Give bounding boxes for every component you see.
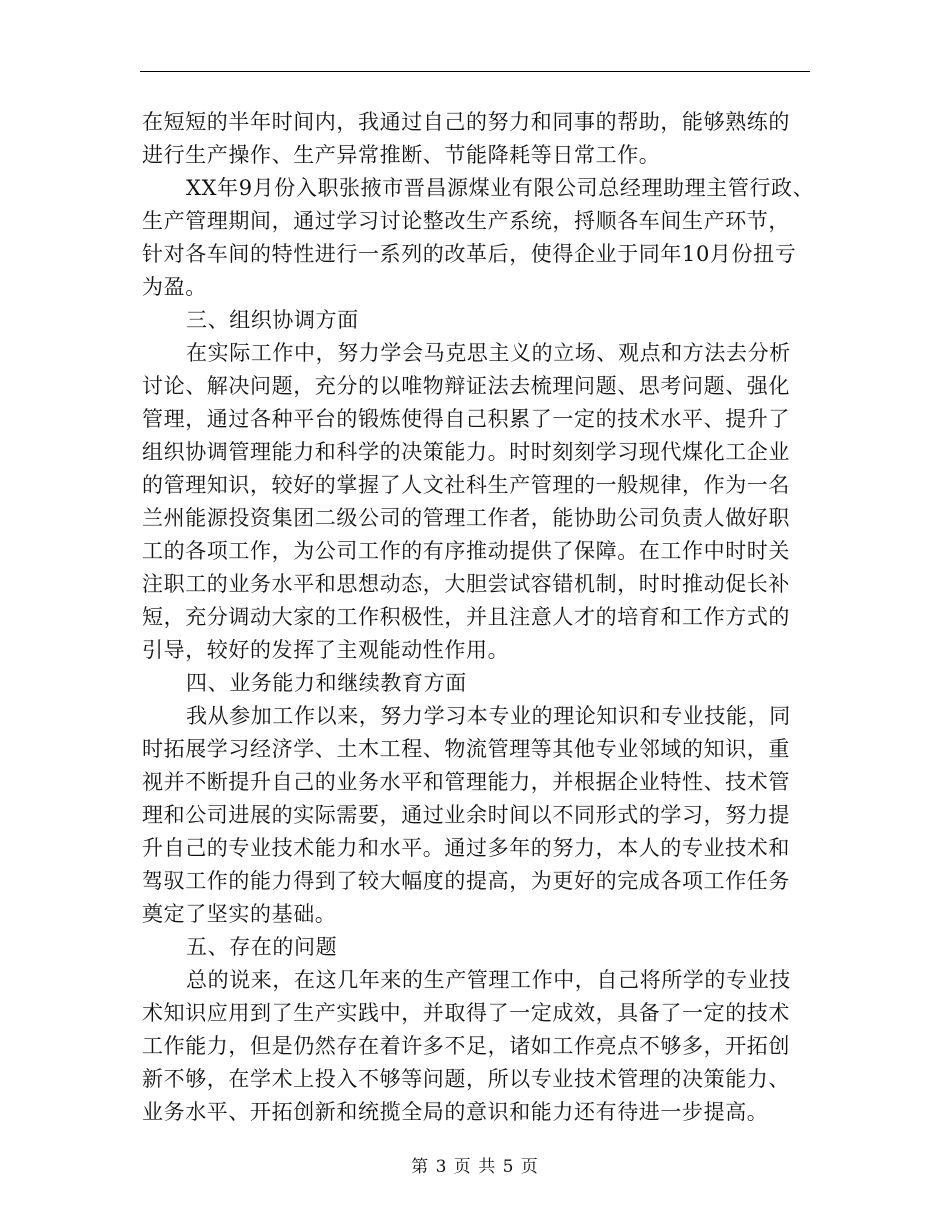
text-line: 组织协调管理能力和科学的决策能力。时时刻刻学习现代煤化工企业: [142, 440, 790, 464]
text-line: 时拓展学习经济学、土木工程、物流管理等其他专业邻域的知识，重: [142, 737, 790, 761]
text-line: 的管理知识，较好的掌握了人文社科生产管理的一般规律，作为一名: [142, 473, 790, 497]
text-line: 注职工的业务水平和思想动态，大胆尝试容错机制，时时推动促长补: [142, 572, 790, 596]
text-line: XX年9月份入职张掖市晋昌源煤业有限公司总经理助理主管行政、: [186, 176, 815, 200]
text-line: 引导，较好的发挥了主观能动性作用。: [142, 638, 510, 662]
text-line: 针对各车间的特性进行一系列的改革后，使得企业于同年10月份扭亏: [142, 242, 797, 266]
text-line: 在实际工作中，努力学会马克思主义的立场、观点和方法去分析: [186, 341, 791, 365]
text-line: 术知识应用到了生产实践中，并取得了一定成效，具备了一定的技术: [142, 1001, 790, 1025]
section-heading: 三、组织协调方面: [186, 308, 359, 332]
text-line: 业务水平、开拓创新和统揽全局的意识和能力还有待进一步提高。: [142, 1100, 769, 1124]
section-heading: 五、存在的问题: [186, 935, 338, 959]
text-line: 工作能力，但是仍然存在着许多不足，诸如工作亮点不够多，开拓创: [142, 1034, 790, 1058]
text-line: 生产管理期间，通过学习讨论整改生产系统，捋顺各车间生产环节，: [142, 209, 790, 233]
text-line: 为盈。: [142, 275, 207, 299]
text-line: 管理，通过各种平台的锻炼使得自己积累了一定的技术水平、提升了: [142, 407, 790, 431]
text-line: 新不够，在学术上投入不够等问题，所以专业技术管理的决策能力、: [142, 1067, 790, 1091]
text-line: 兰州能源投资集团二级公司的管理工作者，能协助公司负责人做好职: [142, 506, 790, 530]
text-line: 工的各项工作，为公司工作的有序推动提供了保障。在工作中时时关: [142, 539, 790, 563]
text-line: 奠定了坚实的基础。: [142, 902, 337, 926]
page-number-footer: 第 3 页 共 5 页: [411, 1157, 539, 1177]
text-line: 总的说来，在这几年来的生产管理工作中，自己将所学的专业技: [186, 968, 791, 992]
text-line: 理和公司进展的实际需要，通过业余时间以不同形式的学习，努力提: [142, 803, 790, 827]
text-line: 短，充分调动大家的工作积极性，并且注意人才的培育和工作方式的: [142, 605, 790, 629]
text-line: 我从参加工作以来，努力学习本专业的理论知识和专业技能，同: [186, 704, 791, 728]
text-line: 视并不断提升自己的业务水平和管理能力，并根据企业特性、技术管: [142, 770, 790, 794]
text-line: 讨论、解决问题，充分的以唯物辩证法去梳理问题、思考问题、强化: [142, 374, 790, 398]
document-body: [142, 106, 814, 1129]
text-line: 进行生产操作、生产异常推断、节能降耗等日常工作。: [142, 143, 661, 167]
header-rule: [140, 71, 810, 72]
section-heading: 四、业务能力和继续教育方面: [186, 671, 467, 695]
text-line: 在短短的半年时间内，我通过自己的努力和同事的帮助，能够熟练的: [142, 110, 790, 134]
text-line: 驾驭工作的能力得到了较大幅度的提高，为更好的完成各项工作任务: [142, 869, 790, 893]
text-line: 升自己的专业技术能力和水平。通过多年的努力，本人的专业技术和: [142, 836, 790, 860]
